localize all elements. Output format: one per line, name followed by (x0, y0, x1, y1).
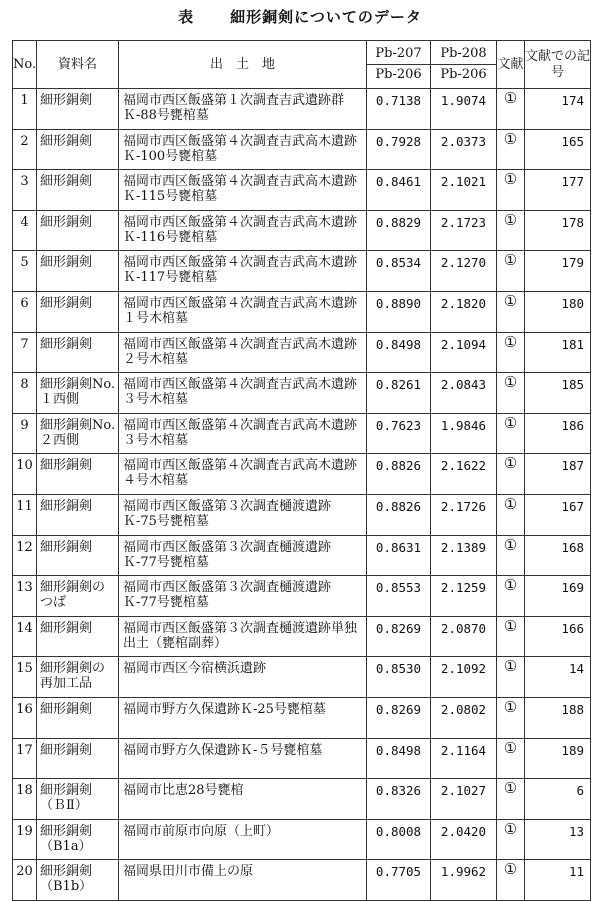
artifact-name: 細形銅剣 (37, 251, 119, 292)
ratio-207-206: 0.8269 (367, 697, 431, 738)
find-location: 福岡市前原市向原（上町） (119, 819, 367, 860)
row-number: 16 (13, 697, 37, 738)
artifact-name: 細形銅剣（ＢⅡ） (37, 779, 119, 820)
row-number: 9 (13, 413, 37, 454)
bunken-mark: ① (497, 576, 525, 617)
table-row (13, 129, 591, 170)
table-row (13, 454, 591, 495)
bunken-mark: ① (497, 291, 525, 332)
header-name: 資料名 (37, 41, 119, 89)
artifact-name: 細形銅剣 (37, 697, 119, 738)
bunken-mark: ① (497, 819, 525, 860)
ratio-207-206: 0.8498 (367, 738, 431, 779)
bunken-mark: ① (497, 616, 525, 657)
bunken-mark: ① (497, 860, 525, 901)
ratio-208-206: 2.1027 (431, 779, 497, 820)
artifact-name: 細形銅剣 (37, 170, 119, 211)
ref-code: 181 (525, 332, 591, 373)
header-ratio1-denominator: Pb-206 (375, 67, 422, 82)
ratio-207-206: 0.8498 (367, 332, 431, 373)
find-location: 福岡市西区飯盛第４次調査吉武高木遺跡Ｋ-115号甕棺墓 (119, 170, 367, 211)
table-row (13, 170, 591, 211)
table-row (13, 576, 591, 617)
find-location: 福岡市西区飯盛第３次調査樋渡遺跡Ｋ-77号甕棺墓 (119, 576, 367, 617)
table-row (13, 413, 591, 454)
bunken-mark: ① (497, 210, 525, 251)
artifact-name: 細形銅剣（B1b） (37, 860, 119, 901)
row-number: 15 (13, 657, 37, 698)
row-number: 13 (13, 576, 37, 617)
bunken-mark: ① (497, 454, 525, 495)
find-location: 福岡市西区飯盛第３次調査樋渡遺跡Ｋ-75号甕棺墓 (119, 494, 367, 535)
row-number: 20 (13, 860, 37, 901)
row-number: 1 (13, 89, 37, 130)
table-row (13, 697, 591, 738)
ref-code: 177 (525, 170, 591, 211)
bunken-mark: ① (497, 697, 525, 738)
row-number: 7 (13, 332, 37, 373)
header-location: 出 土 地 (119, 41, 367, 89)
table-row (13, 860, 591, 901)
header-ratio2-denominator: Pb-206 (440, 67, 487, 82)
ratio-207-206: 0.8326 (367, 779, 431, 820)
artifact-name: 細形銅剣 (37, 129, 119, 170)
table-row (13, 291, 591, 332)
header-ratio1-numerator: Pb-207 (367, 46, 430, 65)
ratio-208-206: 2.1164 (431, 738, 497, 779)
table-row (13, 819, 591, 860)
ref-code: 179 (525, 251, 591, 292)
ref-code: 178 (525, 210, 591, 251)
ratio-207-206: 0.8890 (367, 291, 431, 332)
ref-code: 189 (525, 738, 591, 779)
ratio-208-206: 2.1094 (431, 332, 497, 373)
table-row (13, 89, 591, 130)
table-row (13, 616, 591, 657)
ref-code: 187 (525, 454, 591, 495)
find-location: 福岡市西区今宿横浜遺跡 (119, 657, 367, 698)
ratio-208-206: 2.0843 (431, 373, 497, 414)
ratio-208-206: 2.0420 (431, 819, 497, 860)
artifact-name: 細形銅剣 (37, 89, 119, 130)
bunken-mark: ① (497, 413, 525, 454)
artifact-name: 細形銅剣 (37, 210, 119, 251)
header-ratio2-numerator: Pb-208 (431, 46, 496, 65)
find-location: 福岡市西区飯盛第４次調査吉武高木遺跡Ｋ-117号甕棺墓 (119, 251, 367, 292)
ref-code: 185 (525, 373, 591, 414)
table-row (13, 779, 591, 820)
find-location: 福岡市西区飯盛第３次調査樋渡遺跡単独出土（甕棺副葬） (119, 616, 367, 657)
ref-code: 168 (525, 535, 591, 576)
header-row (13, 41, 591, 89)
row-number: 5 (13, 251, 37, 292)
artifact-name: 細形銅剣 (37, 454, 119, 495)
artifact-name: 細形銅剣 (37, 291, 119, 332)
bunken-mark: ① (497, 657, 525, 698)
ratio-207-206: 0.8826 (367, 454, 431, 495)
artifact-name: 細形銅剣の再加工品 (37, 657, 119, 698)
ratio-208-206: 2.1389 (431, 535, 497, 576)
ratio-207-206: 0.8530 (367, 657, 431, 698)
table-row (13, 535, 591, 576)
bunken-mark: ① (497, 89, 525, 130)
artifact-name: 細形銅剣 (37, 535, 119, 576)
artifact-name: 細形銅剣 (37, 616, 119, 657)
artifact-name: 細形銅剣 (37, 738, 119, 779)
ratio-208-206: 2.1820 (431, 291, 497, 332)
row-number: 14 (13, 616, 37, 657)
ratio-208-206: 2.1723 (431, 210, 497, 251)
find-location: 福岡市西区飯盛第４次調査吉武高木遺跡１号木棺墓 (119, 291, 367, 332)
table-row (13, 332, 591, 373)
ratio-208-206: 2.0870 (431, 616, 497, 657)
bunken-mark: ① (497, 535, 525, 576)
bunken-mark: ① (497, 494, 525, 535)
find-location: 福岡市西区飯盛第４次調査吉武高木遺跡３号木棺墓 (119, 413, 367, 454)
ref-code: 166 (525, 616, 591, 657)
ratio-208-206: 2.0373 (431, 129, 497, 170)
ratio-207-206: 0.8631 (367, 535, 431, 576)
ref-code: 165 (525, 129, 591, 170)
header-ref: 文献での記号 (525, 41, 591, 89)
find-location: 福岡市比恵28号甕棺 (119, 779, 367, 820)
title-text: 細形銅剣についてのデータ (230, 8, 422, 26)
ratio-208-206: 2.1726 (431, 494, 497, 535)
header-bunken: 文献 (497, 41, 525, 89)
page-title (0, 6, 600, 27)
artifact-name: 細形銅剣No.２西側 (37, 413, 119, 454)
row-number: 12 (13, 535, 37, 576)
row-number: 8 (13, 373, 37, 414)
find-location: 福岡市西区飯盛第４次調査吉武高木遺跡４号木棺墓 (119, 454, 367, 495)
row-number: 11 (13, 494, 37, 535)
ratio-207-206: 0.8261 (367, 373, 431, 414)
ref-code: 13 (525, 819, 591, 860)
ratio-207-206: 0.8829 (367, 210, 431, 251)
find-location: 福岡市西区飯盛第１次調査吉武遺跡群Ｋ-88号甕棺墓 (119, 89, 367, 130)
artifact-name: 細形銅剣No.１西側 (37, 373, 119, 414)
data-table (12, 40, 591, 901)
row-number: 19 (13, 819, 37, 860)
ratio-207-206: 0.8534 (367, 251, 431, 292)
find-location: 福岡県田川市備上の原 (119, 860, 367, 901)
bunken-mark: ① (497, 129, 525, 170)
title-prefix: 表 (178, 8, 195, 26)
artifact-name: 細形銅剣のつば (37, 576, 119, 617)
ref-code: 11 (525, 860, 591, 901)
ref-code: 14 (525, 657, 591, 698)
ratio-208-206: 1.9962 (431, 860, 497, 901)
ratio-208-206: 1.9846 (431, 413, 497, 454)
ratio-208-206: 2.1092 (431, 657, 497, 698)
find-location: 福岡市西区飯盛第４次調査吉武高木遺跡Ｋ-116号甕棺墓 (119, 210, 367, 251)
ratio-208-206: 2.1270 (431, 251, 497, 292)
ref-code: 180 (525, 291, 591, 332)
row-number: 10 (13, 454, 37, 495)
bunken-mark: ① (497, 332, 525, 373)
row-number: 18 (13, 779, 37, 820)
ref-code: 169 (525, 576, 591, 617)
find-location: 福岡市西区飯盛第４次調査吉武高木遺跡３号木棺墓 (119, 373, 367, 414)
table-row (13, 373, 591, 414)
header-ratio-208-206 (431, 41, 497, 89)
row-number: 2 (13, 129, 37, 170)
header-ratio-207-206 (367, 41, 431, 89)
table-row (13, 494, 591, 535)
row-number: 6 (13, 291, 37, 332)
ref-code: 186 (525, 413, 591, 454)
find-location: 福岡市野方久保遺跡Ｋ-25号甕棺墓 (119, 697, 367, 738)
table-row (13, 738, 591, 779)
ratio-207-206: 0.7623 (367, 413, 431, 454)
bunken-mark: ① (497, 373, 525, 414)
ref-code: 167 (525, 494, 591, 535)
find-location: 福岡市西区飯盛第４次調査吉武高木遺跡Ｋ-100号甕棺墓 (119, 129, 367, 170)
ratio-208-206: 1.9074 (431, 89, 497, 130)
ratio-207-206: 0.8553 (367, 576, 431, 617)
ratio-208-206: 2.1021 (431, 170, 497, 211)
find-location: 福岡市西区飯盛第３次調査樋渡遺跡Ｋ-77号甕棺墓 (119, 535, 367, 576)
bunken-mark: ① (497, 170, 525, 211)
ratio-208-206: 2.1259 (431, 576, 497, 617)
ratio-207-206: 0.7705 (367, 860, 431, 901)
ratio-207-206: 0.7928 (367, 129, 431, 170)
header-no: No. (13, 41, 37, 89)
table-row (13, 657, 591, 698)
artifact-name: 細形銅剣 (37, 332, 119, 373)
artifact-name: 細形銅剣（B1a） (37, 819, 119, 860)
row-number: 3 (13, 170, 37, 211)
ref-code: 188 (525, 697, 591, 738)
ratio-207-206: 0.8008 (367, 819, 431, 860)
row-number: 4 (13, 210, 37, 251)
bunken-mark: ① (497, 251, 525, 292)
find-location: 福岡市野方久保遺跡Ｋ-５号甕棺墓 (119, 738, 367, 779)
bunken-mark: ① (497, 779, 525, 820)
row-number: 17 (13, 738, 37, 779)
ref-code: 6 (525, 779, 591, 820)
table-row (13, 251, 591, 292)
ref-code: 174 (525, 89, 591, 130)
table-row (13, 210, 591, 251)
artifact-name: 細形銅剣 (37, 494, 119, 535)
ratio-208-206: 2.1622 (431, 454, 497, 495)
find-location: 福岡市西区飯盛第４次調査吉武高木遺跡２号木棺墓 (119, 332, 367, 373)
ratio-207-206: 0.8461 (367, 170, 431, 211)
bunken-mark: ① (497, 738, 525, 779)
ratio-207-206: 0.7138 (367, 89, 431, 130)
ratio-207-206: 0.8269 (367, 616, 431, 657)
ratio-207-206: 0.8826 (367, 494, 431, 535)
ratio-208-206: 2.0802 (431, 697, 497, 738)
